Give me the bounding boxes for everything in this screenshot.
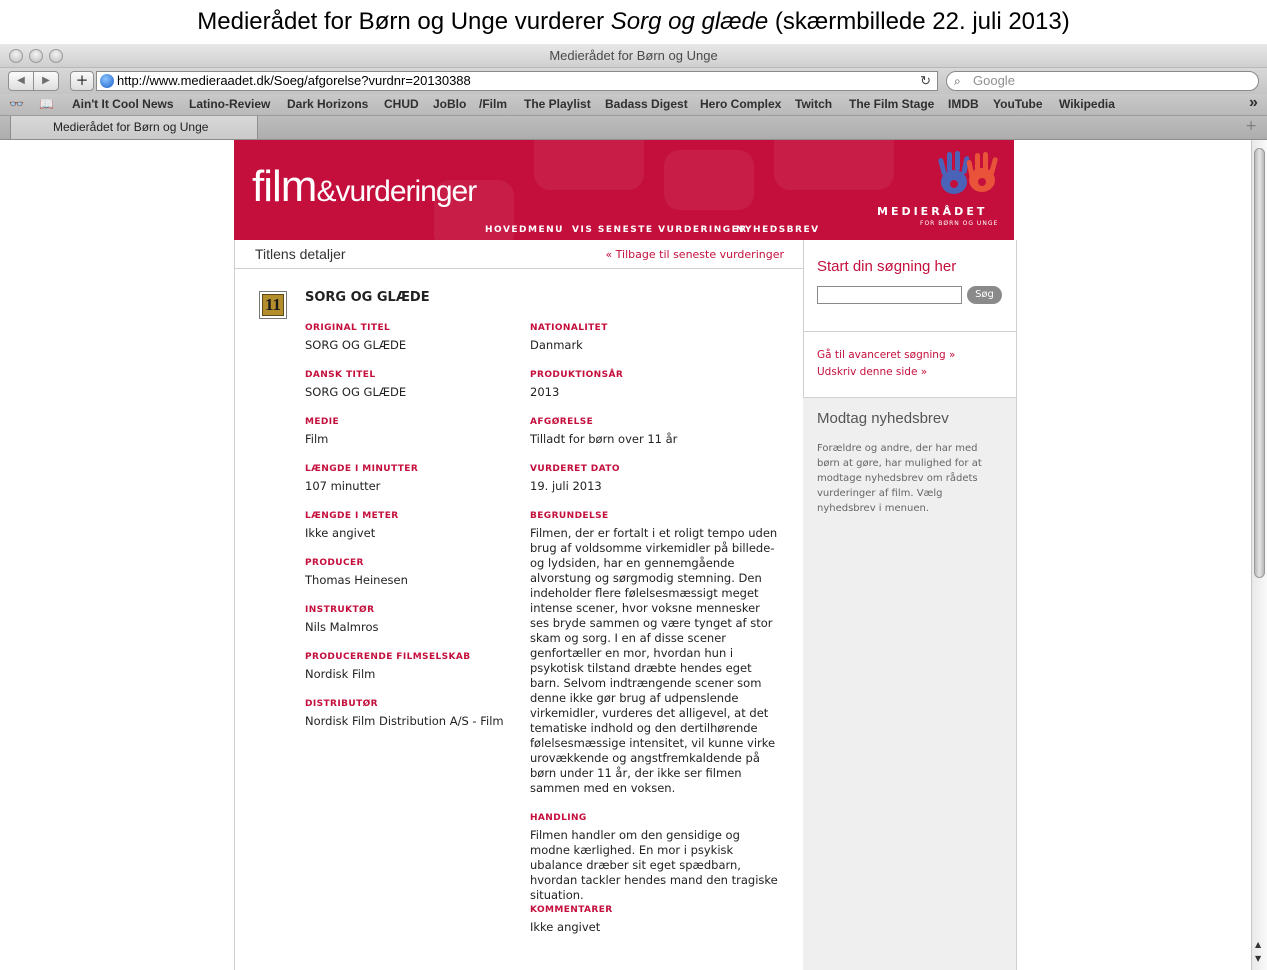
field-produktionsaar	[530, 370, 780, 400]
field-value: SORG OG GLÆDE	[305, 338, 407, 352]
browser-window	[0, 44, 1267, 970]
field-value: Danmark	[530, 338, 583, 352]
field-value: Ikke angivet	[305, 526, 376, 540]
field-laengde-meter	[305, 511, 555, 541]
url-text: http://www.medieraadet.dk/Soeg/afgorelse?vurdnr=20130388	[117, 73, 471, 88]
field-label: ORIGINAL TITEL	[305, 323, 391, 333]
back-link[interactable]: « Tilbage til seneste vurderinger	[605, 248, 784, 261]
logo-main: film	[252, 162, 317, 211]
field-label: INSTRUKTØR	[305, 605, 375, 615]
tab-bar	[0, 116, 1267, 140]
field-value: Nils Malmros	[305, 620, 379, 634]
field-label: LÆNGDE I MINUTTER	[305, 464, 419, 474]
site-container	[234, 140, 1017, 970]
brand-subtitle: FOR BØRN OG UNGE	[920, 220, 999, 227]
field-label: LÆNGDE I METER	[305, 511, 399, 521]
field-producerende-filmselskab	[305, 652, 555, 682]
sidebar	[803, 240, 1017, 970]
bookmarks-bar	[0, 94, 1267, 116]
bookmark-youtube[interactable]: YouTube	[993, 97, 1043, 111]
field-medie	[305, 417, 555, 447]
field-value: Ikke angivet	[530, 920, 601, 934]
caption-italic: Sorg og glæde	[610, 8, 769, 35]
site-logo[interactable]	[252, 162, 476, 212]
field-instruktoer	[305, 605, 555, 635]
field-handling	[530, 813, 780, 903]
field-label: KOMMENTARER	[530, 905, 613, 915]
newsletter-text: Forældre og andre, der har med børn at gøre, har mulighed for at modtage nyhedsbrev om rådets vurderinger af film. Vælg nyhedsbrev i menuen.	[817, 443, 982, 514]
tab-medieraadet[interactable]	[10, 116, 258, 140]
header-pattern	[774, 140, 894, 190]
field-label: HANDLING	[530, 813, 587, 823]
field-label: VURDERET DATO	[530, 464, 620, 474]
field-value: Tilladt for børn over 11 år	[530, 432, 678, 446]
newsletter-title: Modtag nyhedsbrev	[817, 410, 949, 427]
movie-title: SORG OG GLÆDE	[305, 290, 430, 305]
screenshot-caption	[0, 0, 1267, 44]
scroll-down-icon[interactable]: ▼	[1255, 954, 1262, 963]
main-content	[234, 240, 804, 970]
field-value: Filmen, der er fortalt i et roligt tempo uden brug af voldsomme virkemidler på billede- og lydsiden, har en gennemgående alvorstung og sørgmodig stemning. Den indeholder flere følelsesmæssigt meget intense scener, hvor voksne mennesker ses bryde sammen og være tynget af stor skam og sorg. I en af disse scener genfortæller en mor, hvordan hun i psykotisk tilstand dræbte hendes eget barn. Selvom indtrængende scener som denne ikke gør brug af udpenslende virkemidler, vurderes det alligevel, at det tematiske indhold og den dertilhørende følelsesmæssige intensitet, vil kunne virke urovækkende og angstfremkaldende på børn under 11 år, der ikke ser filmen sammen med en voksen.	[530, 526, 778, 795]
back-arrow-icon: ◀	[17, 75, 25, 86]
site-search-input[interactable]	[817, 286, 962, 304]
newsletter-box	[803, 398, 1016, 970]
close-window-button[interactable]	[9, 49, 23, 63]
minimize-window-button[interactable]	[29, 49, 43, 63]
field-nationalitet	[530, 323, 780, 353]
bookmark-the-playlist[interactable]: The Playlist	[524, 97, 591, 111]
scrollbar-thumb[interactable]	[1254, 148, 1265, 578]
bookmark-slashfilm[interactable]: /Film	[479, 97, 508, 111]
toolbar	[0, 68, 1267, 94]
field-label: MEDIE	[305, 417, 340, 427]
new-tab-icon[interactable]: +	[1245, 118, 1257, 134]
field-value: Nordisk Film	[305, 667, 376, 681]
header-pattern	[534, 140, 644, 190]
field-value: SORG OG GLÆDE	[305, 385, 407, 399]
bookmark-twitch[interactable]: Twitch	[795, 97, 833, 111]
reading-list-icon[interactable]: 👓	[9, 97, 24, 111]
tab-label: Medierådet for Børn og Unge	[53, 120, 209, 134]
field-original-titel	[305, 323, 555, 353]
field-begrundelse	[530, 511, 780, 796]
nav-vis-seneste-vurderinger[interactable]: VIS SENESTE VURDERINGER	[572, 225, 748, 235]
search-icon: ⌕	[954, 74, 961, 88]
header-pattern	[664, 150, 754, 210]
field-value: 2013	[530, 385, 560, 399]
search-field[interactable]	[946, 71, 1259, 91]
age-rating-badge	[259, 291, 287, 319]
bookmark-dark-horizons[interactable]: Dark Horizons	[287, 97, 369, 111]
add-bookmark-button[interactable]	[70, 71, 94, 91]
logo-amp: &	[316, 175, 336, 208]
bookmark-chud[interactable]: CHUD	[384, 97, 419, 111]
field-label: AFGØRELSE	[530, 417, 594, 427]
reload-icon[interactable]: ↻	[920, 73, 931, 88]
bookmark-latino-review[interactable]: Latino-Review	[189, 97, 271, 111]
nav-nyhedsbrev[interactable]: NYHEDSBREV	[736, 225, 820, 235]
hands-logo-icon	[932, 148, 1004, 200]
field-label: NATIONALITET	[530, 323, 608, 333]
field-laengde-minutter	[305, 464, 555, 494]
field-label: DANSK TITEL	[305, 370, 376, 380]
sidebar-search	[803, 240, 1016, 332]
nav-hovedmenu[interactable]: HOVEDMENU	[485, 225, 564, 235]
plus-icon: +	[75, 71, 89, 89]
advanced-search-link[interactable]: Gå til avanceret søgning »	[817, 349, 956, 361]
window-title: Medierådet for Børn og Unge	[549, 48, 718, 63]
site-header	[234, 140, 1014, 240]
site-search-button[interactable]: Søg	[967, 286, 1002, 304]
field-producer	[305, 558, 555, 588]
bookmark-imdb[interactable]: IMDB	[948, 97, 979, 111]
bookmark-badass-digest[interactable]: Badass Digest	[605, 97, 688, 111]
bookmark-aint-it-cool-news[interactable]: Ain't It Cool News	[72, 97, 174, 111]
field-dansk-titel	[305, 370, 555, 400]
back-button[interactable]	[8, 71, 34, 91]
page-title: Titlens detaljer	[255, 246, 346, 262]
zoom-window-button[interactable]	[49, 49, 63, 63]
search-placeholder: Google	[973, 73, 1015, 88]
sidebar-links	[803, 332, 1016, 398]
field-value: Thomas Heinesen	[305, 573, 408, 587]
field-value: Nordisk Film Distribution A/S - Film	[305, 714, 504, 728]
caption-part1: Medierådet for Børn og Unge vurderer	[197, 8, 611, 35]
field-distributoer	[305, 699, 555, 729]
age-rating-value: 11	[262, 294, 284, 316]
field-vurderet-dato	[530, 464, 780, 494]
field-value: 19. juli 2013	[530, 479, 602, 493]
scroll-up-icon[interactable]: ▲	[1255, 940, 1262, 949]
bookmark-wikipedia[interactable]: Wikipedia	[1059, 97, 1115, 111]
field-afgoerelse	[530, 417, 780, 447]
field-value: Filmen handler om den gensidige og modne kærlighed. En mor i psykisk ubalance dræber sit eget spædbarn, hvordan tackler hendes mand den tragiske situation.	[530, 828, 778, 902]
globe-icon	[100, 74, 114, 88]
logo-rest: vurderinger	[335, 175, 477, 208]
bookmarks-overflow-icon[interactable]: »	[1249, 94, 1258, 111]
field-label: PRODUKTIONSÅR	[530, 370, 624, 380]
print-page-link[interactable]: Udskriv denne side »	[817, 366, 928, 378]
field-kommentarer	[530, 905, 780, 935]
field-value: 107 minutter	[305, 479, 381, 493]
field-label: PRODUCERENDE FILMSELSKAB	[305, 652, 471, 662]
field-label: BEGRUNDELSE	[530, 511, 609, 521]
forward-arrow-icon: ▶	[42, 75, 50, 86]
field-value: Film	[305, 432, 329, 446]
title-bar	[0, 44, 1267, 68]
field-label: PRODUCER	[305, 558, 364, 568]
bookmark-hero-complex[interactable]: Hero Complex	[700, 97, 782, 111]
page-viewport	[0, 140, 1251, 970]
bookmark-joblo[interactable]: JoBlo	[433, 97, 467, 111]
brand-name: MEDIERÅDET	[877, 205, 988, 218]
caption-part2: (skærmbillede 22. juli 2013)	[768, 8, 1070, 35]
address-bar[interactable]	[96, 71, 938, 91]
search-title: Start din søgning her	[817, 258, 957, 275]
field-label: DISTRIBUTØR	[305, 699, 379, 709]
vertical-scrollbar[interactable]	[1251, 140, 1267, 970]
bookmark-the-film-stage[interactable]: The Film Stage	[849, 97, 935, 111]
main-header	[235, 240, 803, 269]
bookmarks-icon[interactable]: 📖	[39, 97, 54, 111]
forward-button[interactable]	[33, 71, 59, 91]
